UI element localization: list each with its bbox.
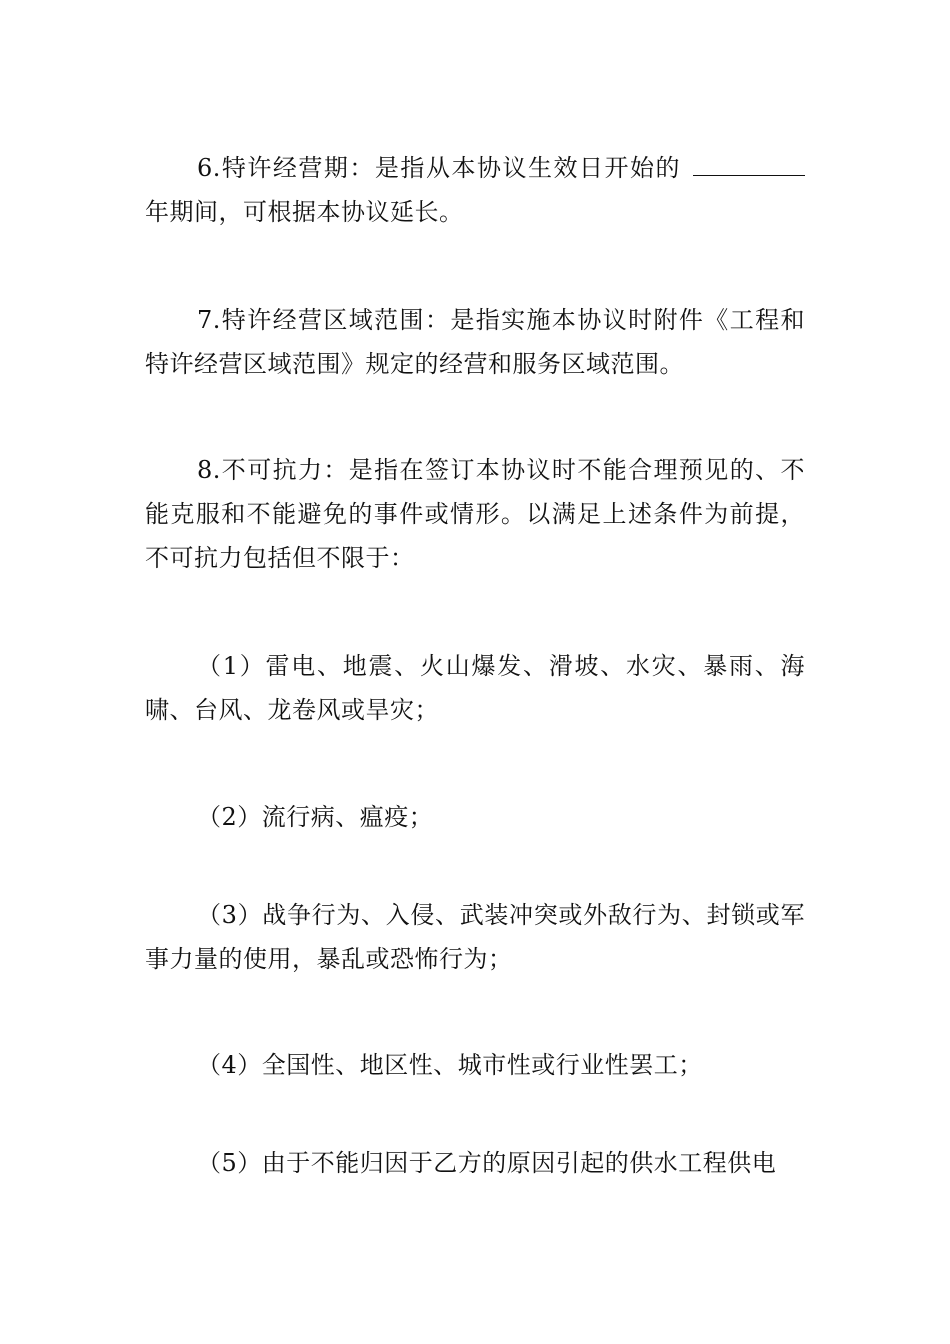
clause-6-franchise-period bbox=[145, 146, 805, 234]
clause-8-force-majeure: 8.不可抗力：是指在签订本协议时不能合理预见的、不能克服和不能避免的事件或情形。以满足上述条件为前提，不可抗力包括但不限于： bbox=[145, 456, 805, 572]
clause-6-text: 6.特许经营期：是指从本协议生效日开始的 bbox=[197, 154, 681, 182]
clause-7-franchise-area: 7.特许经营区域范围：是指实施本协议时附件《工程和特许经营区域范围》规定的经营和服务区域范围。 bbox=[145, 306, 805, 378]
fill-in-blank-years[interactable] bbox=[693, 153, 805, 176]
force-majeure-item: （3）战争行为、入侵、武装冲突或外敌行为、封锁或军事力量的使用，暴乱或恐怖行为； bbox=[145, 901, 805, 973]
clause-6-text-continued: 年期间，可根据本协议延长。 bbox=[145, 198, 464, 226]
force-majeure-item: （4）全国性、地区性、城市性或行业性罢工； bbox=[197, 1051, 703, 1079]
force-majeure-item: （1）雷电、地震、火山爆发、滑坡、水灾、暴雨、海啸、台风、龙卷风或旱灾； bbox=[145, 652, 805, 724]
force-majeure-item: （2）流行病、瘟疫； bbox=[197, 803, 434, 831]
force-majeure-item: （5）由于不能归因于乙方的原因引起的供水工程供电 bbox=[197, 1149, 777, 1177]
